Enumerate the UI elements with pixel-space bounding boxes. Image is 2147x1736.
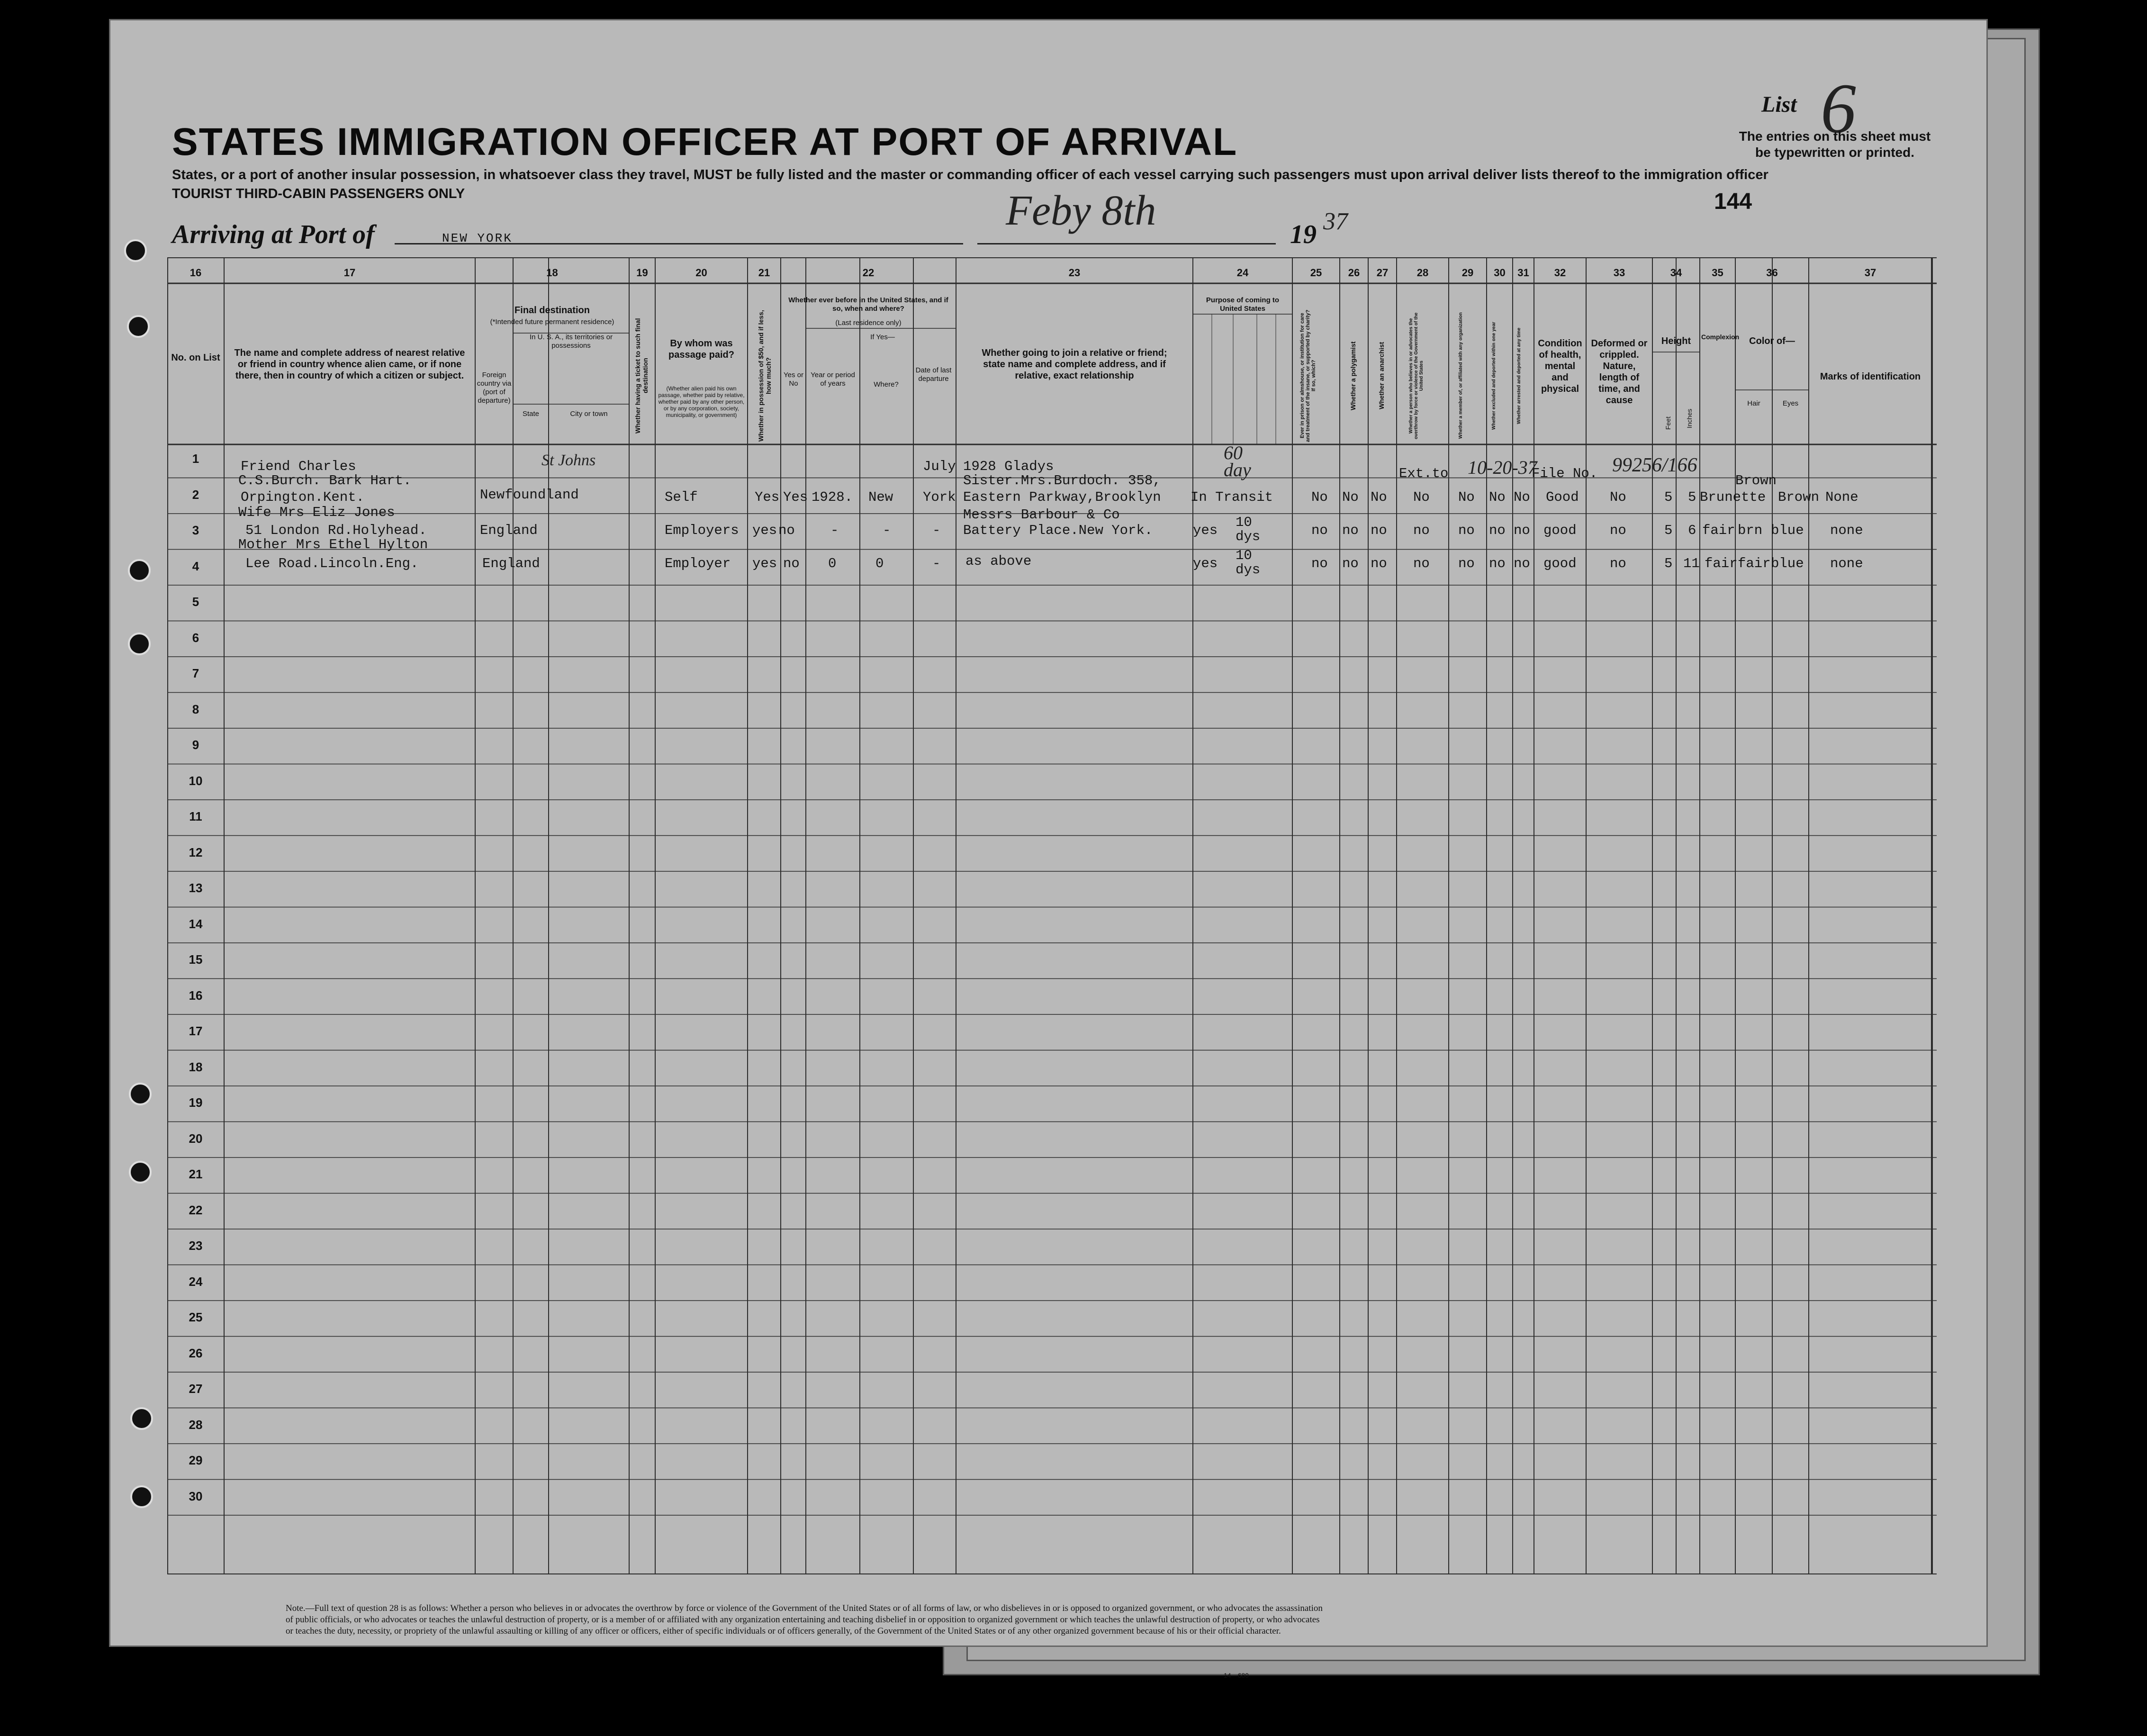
entry2-q27: no xyxy=(1371,523,1387,538)
row-number: 6 xyxy=(192,630,199,645)
entry2-feet: 5 xyxy=(1664,523,1673,538)
binder-hole xyxy=(128,559,151,582)
row-number: 26 xyxy=(189,1346,203,1360)
entry1-date-top: July xyxy=(923,459,956,474)
column-number: 28 xyxy=(1416,267,1429,279)
entry3-hair: fair xyxy=(1738,556,1771,571)
date-underline xyxy=(977,243,1276,244)
entry3-year: 0 xyxy=(828,556,837,571)
column-number: 18 xyxy=(546,267,558,279)
column-number: 36 xyxy=(1766,267,1778,279)
row-number: 9 xyxy=(192,738,199,752)
entry1-q27: No xyxy=(1371,489,1387,505)
entry1-relative-line1: Friend Charles xyxy=(241,459,356,474)
entry3-q29: no xyxy=(1458,556,1475,571)
entry3-feet: 5 xyxy=(1664,556,1673,571)
date-handwritten: Feby 8th xyxy=(1006,187,1156,234)
row-number: 23 xyxy=(189,1239,203,1253)
column-number: 34 xyxy=(1670,267,1682,279)
binder-hole xyxy=(130,1485,153,1508)
row-number: 30 xyxy=(189,1489,203,1503)
footer-note: Note.—Full text of question 28 is as follows: Whether a person who believes in or advocates the overthrow by force or violence of the Government of the United States or of all forms of law, or who disbelieves in or is opposed to organized government, or who advocates the assassination of public officials, or who advocates or teaches the unlawful destruction of property, or is a member of or affiliated with any organization entertaining and teaching disbelief in or opposition to organized government or which teaches the unlawful destruction of property, or who advocates or teaches the duty, necessity, or propriety of the unlawful assaulting or killing of any officer or officers, either of specific individuals or of officers generally, of the Government of the United States or of any other organized government because of his or their official character. xyxy=(286,1603,1323,1636)
entry2-relative-line1: Wife Mrs Eliz Jones xyxy=(238,505,395,520)
entry1-paid-by: Self xyxy=(665,489,698,505)
header-yes-no: Yes or No xyxy=(784,371,803,388)
entry3-relative-line2: Lee Road.Lincoln.Eng. xyxy=(245,556,419,571)
header-join-relative: Whether going to join a relative or friend; state name and complete address, and if relative, exact relationship xyxy=(982,348,1167,381)
instruction-line: States, or a port of another insular possession, in whatsoever class they travel, MUST be fully listed and the master or commanding officer of each vessel carrying such passengers must upon arrival deliver lists thereof to the immigration officer xyxy=(172,167,1768,182)
header-q31: Whether arrested and deported at any time xyxy=(1516,327,1522,424)
entry2-join-line2: Battery Place.New York. xyxy=(963,523,1153,538)
entry3-before: no xyxy=(783,556,800,571)
column-number: 29 xyxy=(1461,267,1474,279)
entry3-eyes: blue xyxy=(1771,556,1804,571)
entry2-q29: no xyxy=(1458,523,1475,538)
entry1-relative-line3: Orpington.Kent. xyxy=(241,489,365,505)
stamp-number: 144 xyxy=(1714,189,1752,214)
entry1-q25: No xyxy=(1311,489,1328,505)
row-number: 28 xyxy=(189,1417,203,1432)
entry3-fifty: yes xyxy=(752,556,777,571)
port-value: NEW YORK xyxy=(442,231,513,245)
entry1-q30: No xyxy=(1489,489,1506,505)
entry3-paid-by: Employer xyxy=(665,556,731,571)
entry1-q26: No xyxy=(1342,489,1359,505)
header-feet: Feet xyxy=(1664,416,1672,430)
entry1-deformed: No xyxy=(1610,489,1626,505)
list-label: List xyxy=(1761,92,1797,117)
entry3-foreign: England xyxy=(482,556,540,571)
row-number: 15 xyxy=(189,952,203,967)
entry3-purpose: yes xyxy=(1193,556,1218,571)
row-number: 13 xyxy=(189,881,203,895)
column-number: 26 xyxy=(1348,267,1360,279)
entry3-health: good xyxy=(1543,556,1577,571)
binder-hole xyxy=(129,1083,152,1105)
entry2-date: - xyxy=(932,523,941,538)
column-number: 25 xyxy=(1310,267,1322,279)
entry2-join-line1: Messrs Barbour & Co xyxy=(963,507,1120,523)
row-number: 21 xyxy=(189,1167,203,1181)
form-number: 14—680 xyxy=(1224,1672,1249,1679)
column-number: 16 xyxy=(189,267,202,279)
column-number: 21 xyxy=(758,267,770,279)
header-eyes: Eyes xyxy=(1782,399,1799,407)
entry2-foreign: England xyxy=(480,523,538,538)
header-color-of: Color of— xyxy=(1749,336,1795,346)
entry3-q26: no xyxy=(1342,556,1359,571)
entry1-ticket-handwritten: St Johns xyxy=(541,452,596,469)
header-q28: Whether a person who believes in or advocates the overthrow by force or violence of the Government of the United States xyxy=(1408,312,1424,439)
header-anarchist: Whether an anarchist xyxy=(1378,342,1385,410)
header-fifty-dollars: Whether in possession of $50, and if less, how much? xyxy=(757,310,772,442)
header-marks: Marks of identification xyxy=(1820,371,1921,382)
entry2-eyes: blue xyxy=(1771,523,1804,538)
header-ticket: Whether having a ticket to such final destination xyxy=(634,318,649,434)
header-nearest-relative: The name and complete address of nearest relative or friend in country whence alien came, or if none there, then in country of which a citizen or subject. xyxy=(234,348,465,381)
entry2-before: no xyxy=(778,523,795,538)
entry2-purpose: yes xyxy=(1193,523,1218,538)
header-inches: Inches xyxy=(1686,408,1693,428)
row-number: 8 xyxy=(192,702,199,716)
header-state: State xyxy=(522,410,540,418)
binder-hole xyxy=(127,315,150,338)
header-passage-note: (Whether alien paid his own passage, whether paid by relative, whether paid by any other person, or by any corporation, society, municipality, or government) xyxy=(658,385,745,418)
column-number: 31 xyxy=(1517,267,1529,279)
entry3-where: 0 xyxy=(875,556,884,571)
header-prison: Ever in prison or almshouse, or institution for care and treatment of the insane, or supported by charity? If so, which? xyxy=(1299,309,1317,442)
entry1-purpose: In Transit xyxy=(1191,489,1273,505)
entry1-hair: Brown xyxy=(1735,473,1777,488)
entry2-q28: no xyxy=(1413,523,1430,538)
header-city: City or town xyxy=(570,410,608,418)
row-number: 16 xyxy=(189,988,203,1003)
header-complexion: Complexion xyxy=(1701,333,1740,341)
row-number: 17 xyxy=(189,1024,203,1038)
year-handwritten: 37 xyxy=(1323,208,1348,235)
entry1-health: Good xyxy=(1546,489,1579,505)
column-number: 37 xyxy=(1864,267,1876,279)
entry2-purpose-days: 10 dys xyxy=(1236,515,1261,544)
row-number: 10 xyxy=(189,773,203,788)
header-date-departure: Date of last departure xyxy=(915,366,952,383)
binder-hole xyxy=(124,239,147,262)
entry1-inches: 5 xyxy=(1688,489,1696,505)
entry3-marks: none xyxy=(1830,556,1863,571)
entries-note: The entries on this sheet must be typewritten or printed. xyxy=(1739,129,1931,160)
entry1-feet: 5 xyxy=(1664,489,1673,505)
manifest-sheet xyxy=(109,19,1988,1679)
entry1-ext-date: 10-20-37 xyxy=(1468,457,1537,478)
entry2-q25: no xyxy=(1311,523,1328,538)
binder-hole xyxy=(129,1161,152,1184)
entry1-join-line3: Eastern Parkway,Brooklyn xyxy=(963,489,1161,505)
row-number: 14 xyxy=(189,916,203,931)
entry1-file-number: 99256/166 xyxy=(1612,454,1697,476)
entry2-q31: no xyxy=(1514,523,1530,538)
column-number: 22 xyxy=(862,267,875,279)
column-number: 23 xyxy=(1068,267,1081,279)
row-number: 24 xyxy=(189,1274,203,1289)
entry1-date-mid: York xyxy=(923,489,956,505)
entry3-deformed: no xyxy=(1610,556,1626,571)
row-number: 22 xyxy=(189,1203,203,1217)
entry3-q30: no xyxy=(1489,556,1506,571)
header-if-yes: If Yes— xyxy=(870,333,895,341)
column-number: 19 xyxy=(636,267,648,279)
row-number: 29 xyxy=(189,1453,203,1467)
entry2-year: - xyxy=(830,523,839,538)
row-number: 2 xyxy=(192,487,199,502)
entry2-marks: none xyxy=(1830,523,1863,538)
binder-hole xyxy=(130,1407,153,1430)
entry3-inches: 11 xyxy=(1683,556,1700,571)
entry2-inches: 6 xyxy=(1688,523,1696,538)
header-foreign-country: Foreign country via (port of departure) xyxy=(477,371,512,405)
entry1-marks: None xyxy=(1825,489,1858,505)
entry1-q29: No xyxy=(1458,489,1475,505)
header-last-residence: (Last residence only) xyxy=(835,319,902,327)
entry1-join-line1: 1928 Gladys xyxy=(963,459,1054,474)
row-number: 25 xyxy=(189,1310,203,1324)
header-health: Condition of health, mental and physical xyxy=(1538,338,1582,394)
entry1-q31: No xyxy=(1514,489,1530,505)
row-number: 1 xyxy=(192,452,199,466)
entry3-relative-line1: Mother Mrs Ethel Hylton xyxy=(238,537,428,552)
entry2-hair: brn xyxy=(1738,523,1763,538)
header-deformed: Deformed or crippled. Nature, length of time, and cause xyxy=(1591,338,1648,406)
column-number: 20 xyxy=(695,267,707,279)
entry3-q28: no xyxy=(1413,556,1430,571)
entry2-q26: no xyxy=(1342,523,1359,538)
page-title: STATES IMMIGRATION OFFICER AT PORT OF ARRIVAL xyxy=(172,120,1238,163)
entry1-year: 1928. xyxy=(812,489,853,505)
entry2-fifty: yes xyxy=(752,523,777,538)
arriving-label: Arriving at Port of xyxy=(172,220,375,249)
header-final-destination-note: (*Intended future permanent residence) xyxy=(490,318,614,326)
entry2-complexion: fair xyxy=(1702,523,1735,538)
entry3-purpose-days: 10 dys xyxy=(1236,548,1261,578)
entry1-eyes: Brown xyxy=(1778,489,1820,505)
year-prefix: 19 xyxy=(1290,220,1317,249)
header-q30: Whether excluded and deported within one year xyxy=(1491,322,1497,430)
entry3-join-line1: as above xyxy=(965,553,1032,569)
row-number: 20 xyxy=(189,1131,203,1146)
entry2-q30: no xyxy=(1489,523,1506,538)
column-number: 30 xyxy=(1494,267,1506,279)
header-final-destination: Final destination xyxy=(514,305,590,316)
row-number: 12 xyxy=(189,845,203,859)
column-number: 33 xyxy=(1613,267,1625,279)
row-number: 27 xyxy=(189,1382,203,1396)
header-passage-paid: By whom was passage paid? xyxy=(668,338,734,360)
entry3-complexion: fair xyxy=(1705,556,1738,571)
row-number: 18 xyxy=(189,1059,203,1074)
row-number: 19 xyxy=(189,1095,203,1110)
entry1-purpose-handwritten: 60 day xyxy=(1224,442,1251,480)
binder-hole xyxy=(128,633,151,655)
passenger-class-line: TOURIST THIRD-CABIN PASSENGERS ONLY xyxy=(172,186,465,201)
list-number: 6 xyxy=(1821,69,1856,148)
header-in-usa: In U. S. A., its territories or possessions xyxy=(529,333,613,350)
entry1-file-label: File No. xyxy=(1532,466,1598,481)
manifest-table xyxy=(167,257,1937,1574)
entry3-q27: no xyxy=(1371,556,1387,571)
row-number: 3 xyxy=(192,523,199,537)
header-year: Year or period of years xyxy=(811,371,855,388)
entry3-q31: no xyxy=(1514,556,1530,571)
entry1-complexion: Brunette xyxy=(1700,489,1766,505)
entry1-fifty: Yes xyxy=(755,489,780,505)
column-number: 35 xyxy=(1712,267,1723,279)
row-number: 7 xyxy=(192,666,199,680)
entry2-paid-by: Employers xyxy=(665,523,739,538)
entry1-join-line2: Sister.Mrs.Burdoch. 358, xyxy=(963,473,1161,488)
row-number: 4 xyxy=(192,559,199,573)
entry2-deformed: no xyxy=(1610,523,1626,538)
entry2-relative-line2: 51 London Rd.Holyhead. xyxy=(245,523,427,538)
entry1-ext-label: Ext.to xyxy=(1399,466,1449,481)
entry1-before: Yes xyxy=(783,489,808,505)
row-number: 5 xyxy=(192,595,199,609)
entry1-q28: No xyxy=(1413,489,1430,505)
header-no-on-list: No. on List xyxy=(171,353,220,363)
row-number: 11 xyxy=(189,809,202,823)
column-number: 27 xyxy=(1376,267,1389,279)
entry1-where: New xyxy=(868,489,893,505)
entry3-date: - xyxy=(932,556,941,571)
header-hair: Hair xyxy=(1747,399,1760,407)
column-number: 24 xyxy=(1236,267,1249,279)
entry1-relative-line2: C.S.Burch. Bark Hart. xyxy=(238,473,412,488)
entry3-q25: no xyxy=(1311,556,1328,571)
header-purpose: Purpose of coming to United States xyxy=(1206,296,1280,313)
header-where: Where? xyxy=(874,380,899,389)
header-ever-before: Whether ever before in the United States, and if so, when and where? xyxy=(788,296,948,313)
entry1-foreign: Newfoundland xyxy=(480,487,579,503)
header-q29: Whether a member of, or affiliated with any organization xyxy=(1458,312,1463,439)
header-polygamist: Whether a polygamist xyxy=(1349,341,1357,410)
column-number: 17 xyxy=(343,267,356,279)
column-number: 32 xyxy=(1554,267,1566,279)
entry2-where: - xyxy=(883,523,891,538)
header-height: Height xyxy=(1661,336,1691,346)
entry2-health: good xyxy=(1543,523,1577,538)
